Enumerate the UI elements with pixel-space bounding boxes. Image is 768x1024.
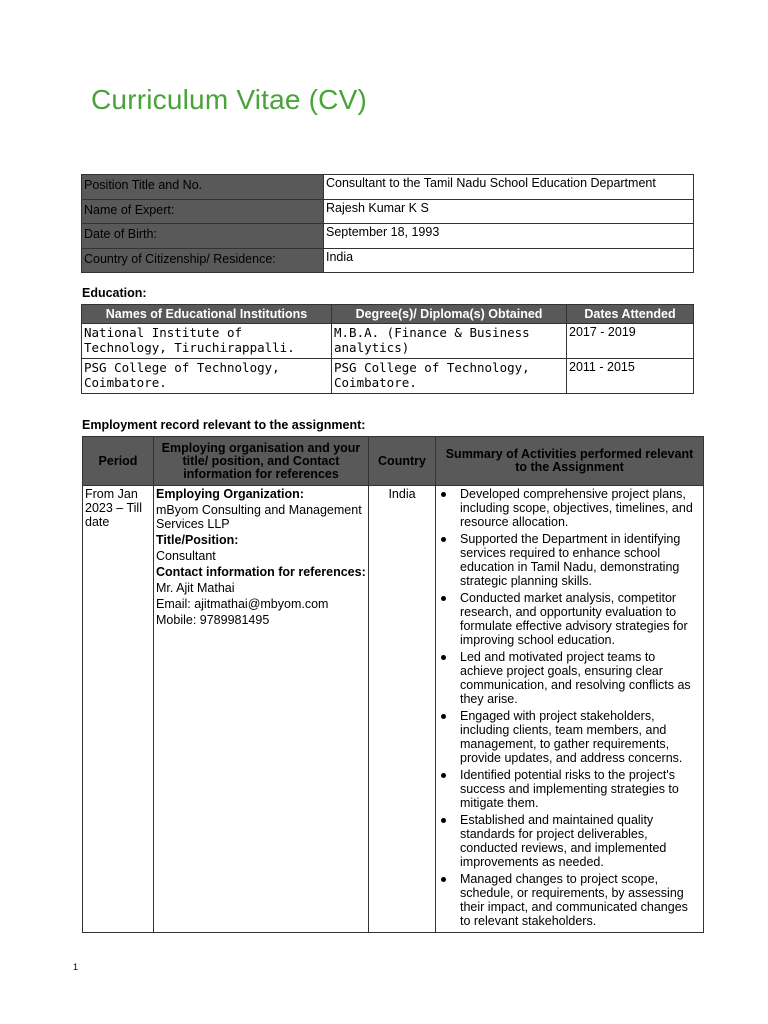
- table-row: [82, 199, 694, 224]
- table-row: [82, 248, 694, 273]
- title-label: Title/Position:: [156, 533, 239, 547]
- col-country: Country: [369, 437, 436, 486]
- contact-mobile: Mobile: 9789981495: [156, 613, 270, 627]
- title-value: Consultant: [156, 549, 216, 563]
- table-header-row: [82, 305, 694, 324]
- list-item: Identified potential risks to the project's success and implementing strategies to mitigate them.: [460, 768, 701, 810]
- list-item: Managed changes to project scope, schedule, or requirements, by assessing their impact, and communicated changes to relevant stakeholders.: [460, 872, 701, 928]
- dob-label: Date of Birth:: [82, 224, 324, 249]
- citizenship-value: India: [324, 248, 694, 273]
- table-row: [82, 324, 694, 359]
- degree-cell: PSG College of Technology, Coimbatore.: [332, 359, 567, 394]
- table-row: [82, 359, 694, 394]
- table-row: [82, 175, 694, 200]
- institution-cell: PSG College of Technology, Coimbatore.: [82, 359, 332, 394]
- contact-email: Email: ajitmathai@mbyom.com: [156, 597, 329, 611]
- page-title: Curriculum Vitae (CV): [91, 84, 367, 115]
- dates-cell: 2011 - 2015: [567, 359, 694, 394]
- contact-label: Contact information for references:: [156, 565, 366, 579]
- col-activities: Summary of Activities performed relevant to the Assignment: [436, 437, 704, 486]
- col-degree: Degree(s)/ Diploma(s) Obtained: [332, 305, 567, 324]
- col-period: Period: [83, 437, 154, 486]
- dates-cell: 2017 - 2019: [567, 324, 694, 359]
- col-organisation: Employing organisation and your title/ position, and Contact information for references: [154, 437, 369, 486]
- employment-table: [82, 436, 704, 933]
- org-label: Employing Organization:: [156, 487, 304, 501]
- name-value: Rajesh Kumar K S: [324, 199, 694, 224]
- activities-list: [438, 487, 701, 928]
- list-item: Led and motivated project teams to achieve project goals, ensuring clear communication, and resolving conflicts as they arise.: [460, 650, 701, 706]
- institution-cell: National Institute of Technology, Tiruchirappalli.: [82, 324, 332, 359]
- country-cell: India: [369, 486, 436, 933]
- contact-name: Mr. Ajit Mathai: [156, 581, 235, 595]
- degree-cell: M.B.A. (Finance & Business analytics): [332, 324, 567, 359]
- list-item: Conducted market analysis, competitor research, and opportunity evaluation to formulate effective advisory strategies for improving school education.: [460, 591, 701, 647]
- position-label: Position Title and No.: [82, 175, 324, 200]
- education-table: [81, 304, 694, 394]
- list-item: Developed comprehensive project plans, including scope, objectives, timelines, and resource allocation.: [460, 487, 701, 529]
- list-item: Supported the Department in identifying services required to enhance school education in Tamil Nadu, demonstrating strategic planning skills.: [460, 532, 701, 588]
- citizenship-label: Country of Citizenship/ Residence:: [82, 248, 324, 273]
- table-row: [82, 224, 694, 249]
- col-dates: Dates Attended: [567, 305, 694, 324]
- dob-value: September 18, 1993: [324, 224, 694, 249]
- name-label: Name of Expert:: [82, 199, 324, 224]
- period-cell: From Jan 2023 – Till date: [83, 486, 154, 933]
- position-value: Consultant to the Tamil Nadu School Education Department: [324, 175, 694, 200]
- personal-info-table: [81, 174, 694, 273]
- organisation-cell: [154, 486, 369, 933]
- col-institution: Names of Educational Institutions: [82, 305, 332, 324]
- education-heading: Education:: [82, 286, 147, 300]
- page-number: 1: [73, 962, 79, 972]
- table-header-row: [83, 437, 704, 486]
- activities-cell: [436, 486, 704, 933]
- list-item: Engaged with project stakeholders, including clients, team members, and management, to gather requirements, provide updates, and address concerns.: [460, 709, 701, 765]
- employment-heading: Employment record relevant to the assignment:: [82, 418, 366, 432]
- list-item: Established and maintained quality standards for project deliverables, conducted reviews, and implemented improvements as needed.: [460, 813, 701, 869]
- table-row: [83, 486, 704, 933]
- org-value: mByom Consulting and Management Services LLP: [156, 503, 362, 531]
